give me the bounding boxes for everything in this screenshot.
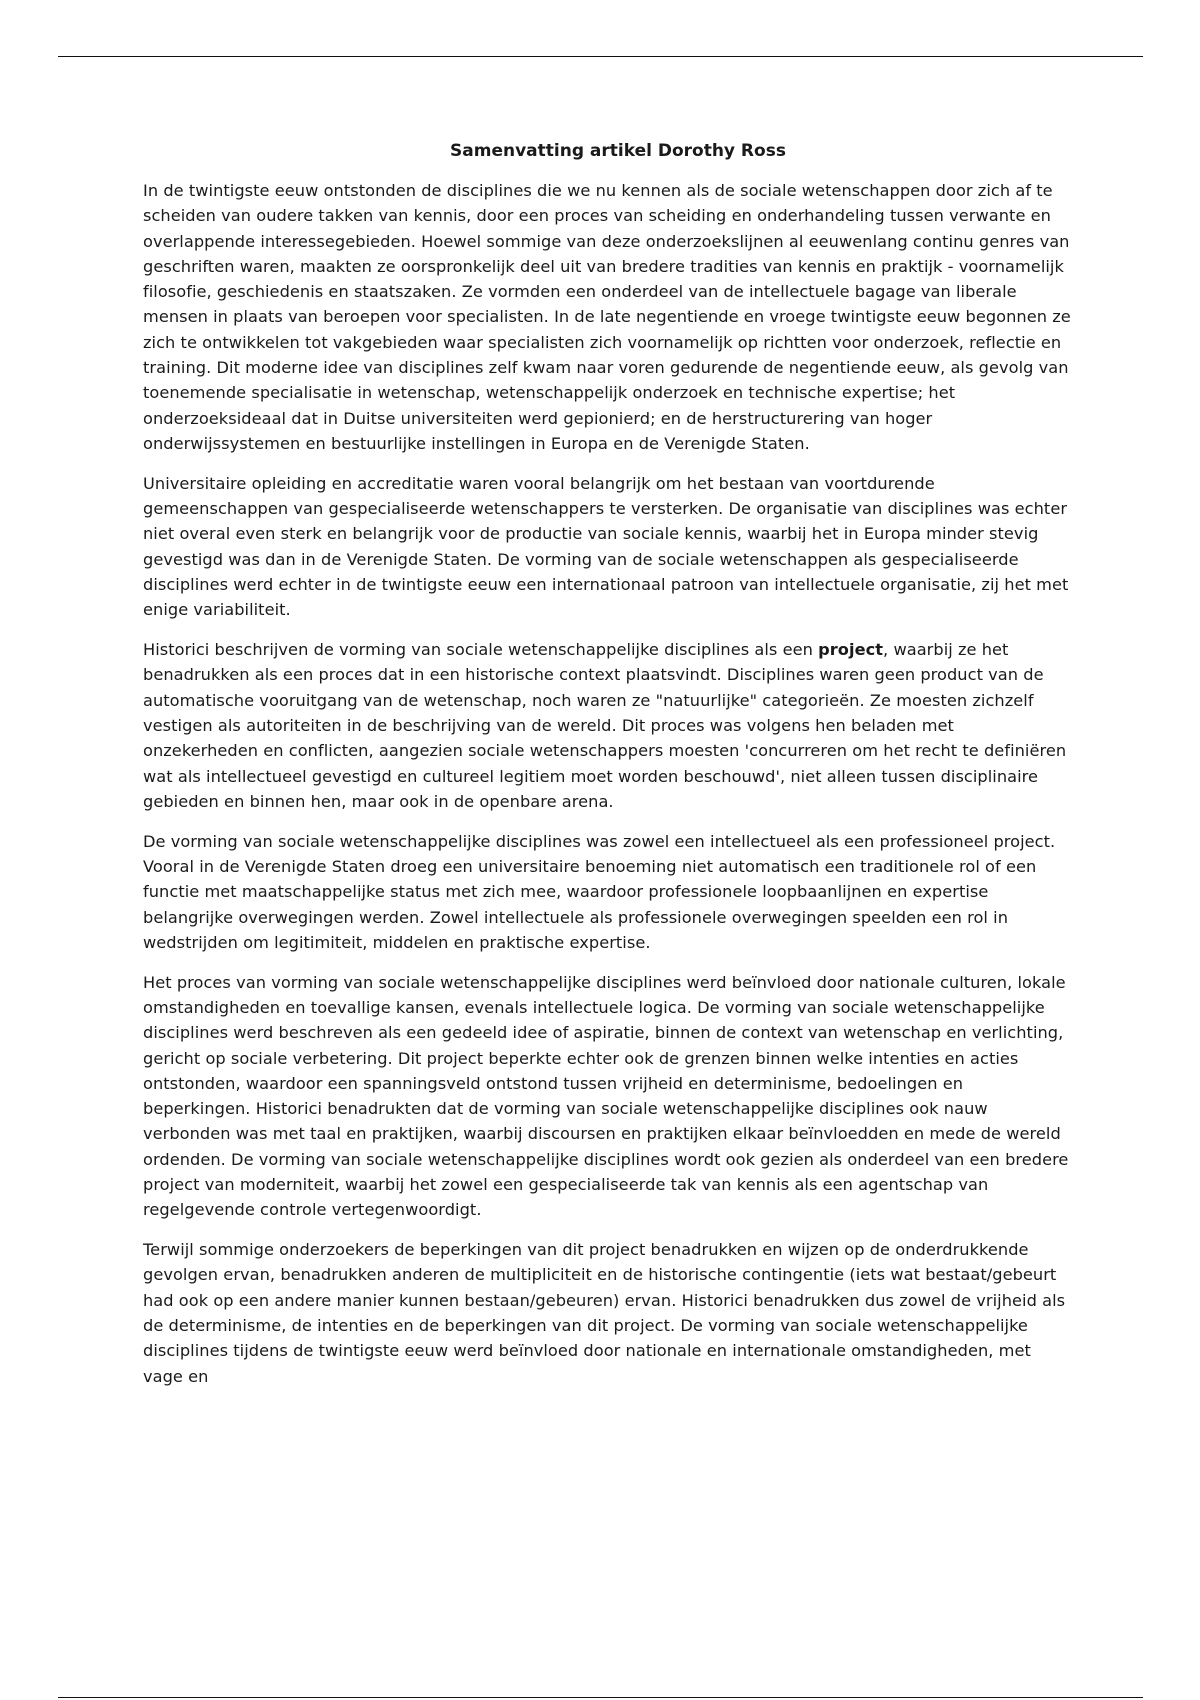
paragraph-3-start: Historici beschrijven de vorming van sociale wetenschappelijke disciplines als een <box>143 640 819 660</box>
emphasis-project: project <box>818 640 884 660</box>
document-title: Samenvatting artikel Dorothy Ross <box>450 141 786 161</box>
paragraph-3 <box>143 637 1073 814</box>
paragraph-5: Het proces van vorming van sociale wetenschappelijke disciplines werd beïnvloed door nationale culturen, lokale omstandigheden en toevallige kansen, evenals intellectuele logica. De vorming van sociale wetenschappelijke disciplines werd beschreven als een gedeeld idee of aspiratie, binnen de context van wetenschap en verlichting, gericht op sociale verbetering. Dit project beperkte echter ook de grenzen binnen welke intenties en acties ontstonden, waardoor een spanningsveld ontstond tussen vrijheid en determinisme, bedoelingen en beperkingen. Historici benadrukten dat de vorming van sociale wetenschappelijke disciplines ook nauw verbonden was met taal en praktijken, waarbij discoursen en praktijken elkaar beïnvloedden en mede de wereld ordenden. De vorming van sociale wetenschappelijke disciplines wordt ook gezien als onderdeel van een bredere project van moderniteit, waarbij het zowel een gespecialiseerde tak van kennis als een agentschap van regelgevende controle vertegenwoordigt. <box>143 972 1069 1220</box>
top-rule <box>58 56 1143 57</box>
paragraph-1: In de twintigste eeuw ontstonden de disciplines die we nu kennen als de sociale wetenschappen door zich af te scheiden van oudere takken van kennis, door een proces van scheiding en onderhandeling tussen verwante en overlappende interessegebieden. Hoewel sommige van deze onderzoekslijnen al eeuwenlang continu genres van geschriften waren, maakten ze oorspronkelijk deel uit van bredere tradities van kennis en praktijk - voornamelijk filosofie, geschiedenis en staatszaken. Ze vormden een onderdeel van de intellectuele bagage van liberale mensen in plaats van beroepen voor specialisten. In de late negentiende en vroege twintigste eeuw begonnen ze zich te ontwikkelen tot vakgebieden waar specialisten zich voornamelijk op richtten voor onderzoek, reflectie en training. Dit moderne idee van disciplines zelf kwam naar voren gedurende de negentiende eeuw, als gevolg van toenemende specialisatie in wetenschap, wetenschappelijk onderzoek en technische expertise; het onderzoeksideaal dat in Duitse universiteiten werd gepionierd; en de herstructurering van hoger onderwijssystemen en bestuurlijke instellingen in Europa en de Verenigde Staten. <box>143 181 1071 453</box>
paragraph-4: De vorming van sociale wetenschappelijke disciplines was zowel een intellectueel als een professioneel project. Vooral in de Verenigde Staten droeg een universitaire benoeming niet automatisch een traditionele rol of een functie met maatschappelijke status met zich mee, waardoor professionele loopbaanlijnen en expertise belangrijke overwegingen werden. Zowel intellectuele als professionele overwegingen speelden een rol in wedstrijden om legitimiteit, middelen en praktische expertise. <box>143 831 1056 952</box>
bottom-rule <box>58 1697 1143 1698</box>
paragraph-2: Universitaire opleiding en accreditatie waren vooral belangrijk om het bestaan van voortdurende gemeenschappen van gespecialiseerde wetenschappers te versterken. De organisatie van disciplines was echter niet overal even sterk en belangrijk voor de productie van sociale kennis, waarbij het in Europa minder stevig gevestigd was dan in de Verenigde Staten. De vorming van de sociale wetenschappen als gespecialiseerde disciplines werd echter in de twintigste eeuw een internationaal patroon van intellectuele organisatie, zij het met enige variabiliteit. <box>143 473 1069 620</box>
paragraph-6: Terwijl sommige onderzoekers de beperkingen van dit project benadrukken en wijzen op de onderdrukkende gevolgen ervan, benadrukken anderen de multipliciteit en de historische contingentie (iets wat bestaat/gebeurt had ook op een andere manier kunnen bestaan/gebeuren) ervan. Historici benadrukken dus zowel de vrijheid als de determinisme, de intenties en de beperkingen van dit project. De vorming van sociale wetenschappelijke disciplines tijdens de twintigste eeuw werd beïnvloed door nationale en internationale omstandigheden, met vage en <box>143 1240 1066 1386</box>
document-body <box>143 140 1073 1403</box>
paragraph-3-end: , waarbij ze het benadrukken als een proces dat in een historische context plaatsvindt. Disciplines waren geen product van de automatische vooruitgang van de wetenschap, noch waren ze "natuurlijke" categorieën. Ze moesten zichzelf vestigen als autoriteiten in de beschrijving van de wereld. Dit proces was volgens hen beladen met onzekerheden en conflicten, aangezien sociale wetenschappers moesten 'concurreren om het recht te definiëren wat als intellectueel gevestigd en cultureel legitiem moet worden beschouwd', niet alleen tussen disciplinaire gebieden en binnen hen, maar ook in de openbare arena. <box>143 640 1067 811</box>
